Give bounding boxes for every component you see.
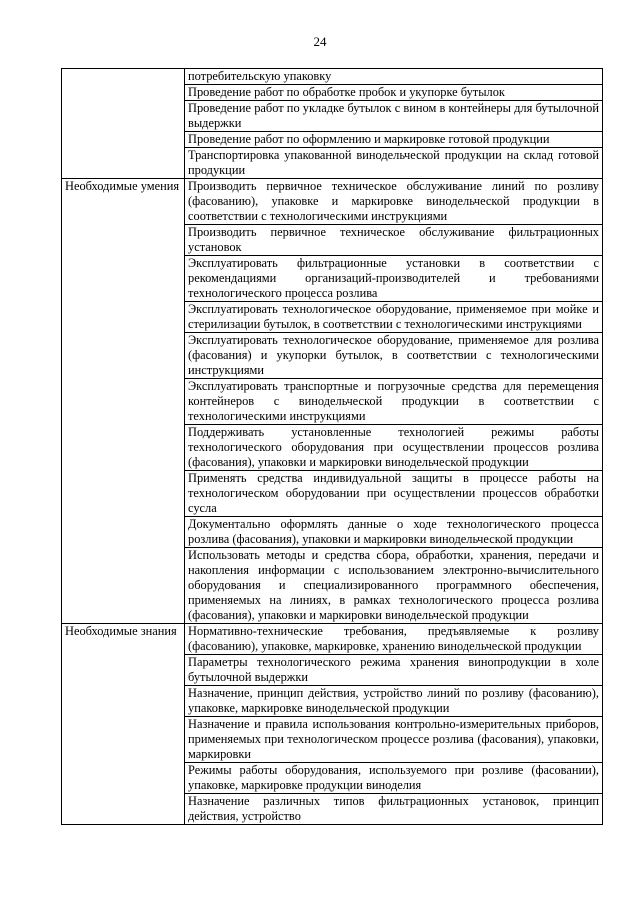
item-cell: Проведение работ по укладке бутылок с вином в контейнеры для бутылочной выдержки bbox=[185, 101, 603, 132]
item-cell: Поддерживать установленные технологией режимы работы технологического оборудования при осуществлении процессов розлива (фасования), упаковки и маркировки винодельческой продукции bbox=[185, 425, 603, 471]
section-label: Необходимые знания bbox=[65, 624, 177, 638]
section-label-cell bbox=[62, 69, 185, 179]
item-cell: Производить первичное техническое обслуживание линий по розливу (фасованию), упаковке и маркировке винодельческой продукции в соответствии с технологическими инструкциями bbox=[185, 179, 603, 225]
item-cell: Эксплуатировать технологическое оборудование, применяемое при мойке и стерилизации бутылок, в соответствии с технологическими инструкциями bbox=[185, 302, 603, 333]
item-cell: Назначение, принцип действия, устройство линий по розливу (фасованию), упаковке, маркировке винодельческой продукции bbox=[185, 686, 603, 717]
table-row bbox=[62, 179, 603, 225]
item-cell: потребительскую упаковку bbox=[185, 69, 603, 85]
section-label-cell bbox=[62, 179, 185, 624]
page-number: 24 bbox=[313, 34, 327, 49]
item-cell: Нормативно-технические требования, предъявляемые к розливу (фасованию), упаковке, маркировке, хранению винодельческой продукции bbox=[185, 624, 603, 655]
item-cell: Транспортировка упакованной винодельческой продукции на склад готовой продукции bbox=[185, 148, 603, 179]
table-row bbox=[62, 624, 603, 655]
section-label: Необходимые умения bbox=[65, 179, 180, 193]
item-cell: Параметры технологического режима хранения винопродукции в холе бутылочной выдержки bbox=[185, 655, 603, 686]
item-cell: Проведение работ по обработке пробок и укупорке бутылок bbox=[185, 85, 603, 101]
item-cell: Назначение различных типов фильтрационных установок, принцип действия, устройство bbox=[185, 794, 603, 825]
competency-table bbox=[61, 68, 603, 825]
table-row bbox=[62, 69, 603, 85]
item-cell: Использовать методы и средства сбора, обработки, хранения, передачи и накопления информации с использованием электронно-вычислительного оборудования и специализированного программного обеспечения, применяемых на линиях, в рамках технологического процесса розлива (фасования), упаковки и маркировки винодельческой продукции bbox=[185, 548, 603, 624]
item-cell: Назначение и правила использования контрольно-измерительных приборов, применяемых при технологическом процессе розлива (фасования), упаковки, маркировки bbox=[185, 717, 603, 763]
section-label-cell bbox=[62, 624, 185, 825]
item-cell: Эксплуатировать транспортные и погрузочные средства для перемещения контейнеров с винодельческой продукции в соответствии с технологическими инструкциями bbox=[185, 379, 603, 425]
item-cell: Режимы работы оборудования, используемого при розливе (фасовании), упаковке, маркировке продукции виноделия bbox=[185, 763, 603, 794]
competency-table-body bbox=[62, 69, 603, 825]
item-cell: Эксплуатировать технологическое оборудование, применяемое для розлива (фасования) и укупорки бутылок, в соответствии с технологическими инструкциями bbox=[185, 333, 603, 379]
item-cell: Производить первичное техническое обслуживание фильтрационных установок bbox=[185, 225, 603, 256]
item-cell: Эксплуатировать фильтрационные установки в соответствии с рекомендациями организаций-производителей и требованиями технологического процесса розлива bbox=[185, 256, 603, 302]
item-cell: Применять средства индивидуальной защиты в процессе работы на технологическом оборудовании при осуществлении процессов обработки сусла bbox=[185, 471, 603, 517]
item-cell: Проведение работ по оформлению и маркировке готовой продукции bbox=[185, 132, 603, 148]
item-cell: Документально оформлять данные о ходе технологического процесса розлива (фасования), упаковки и маркировки винодельческой продукции bbox=[185, 517, 603, 548]
